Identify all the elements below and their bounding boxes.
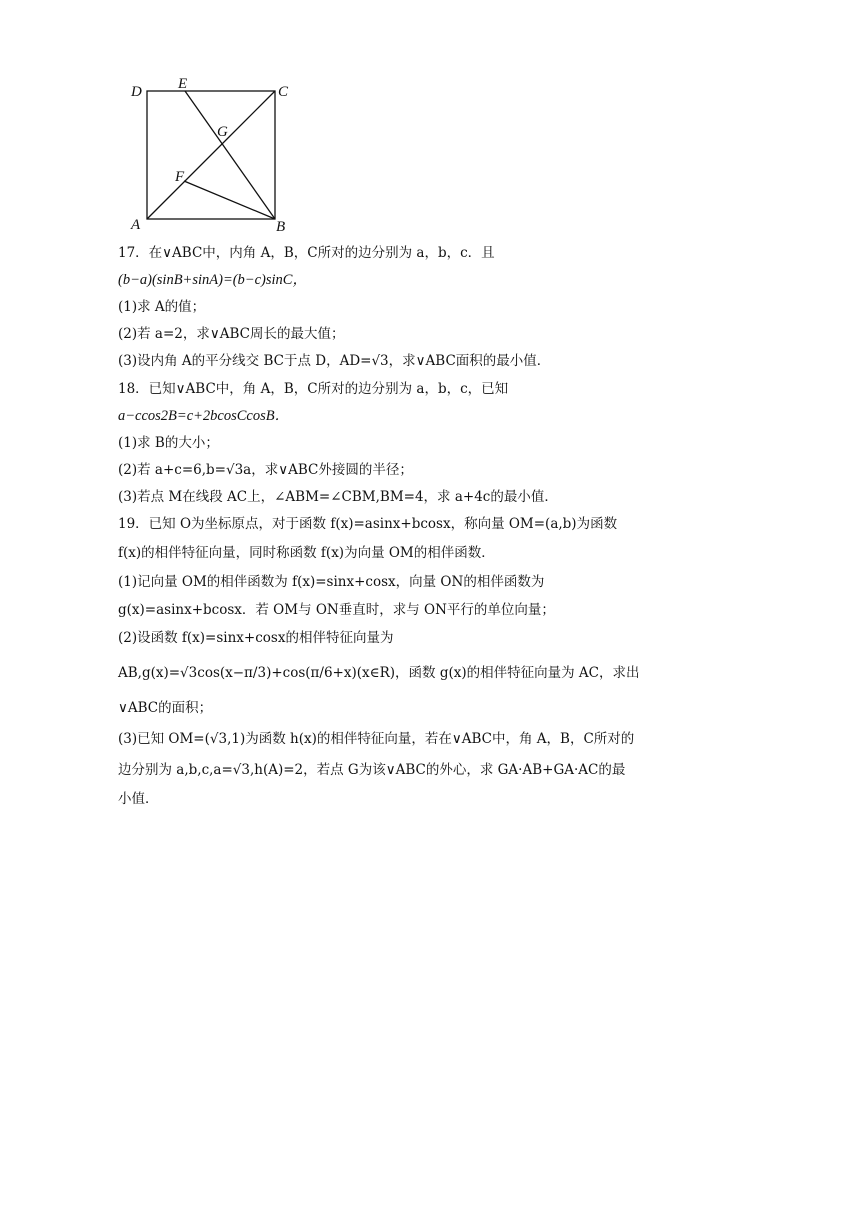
problem-19-part-3-line-1: (3)已知 OM=(√3,1)为函数 h(x)的相伴特征向量，若在∨ABC中，角 A，B，C所对的 — [118, 731, 635, 747]
problem-19-part-1-line-1: (1)记向量 OM的相伴函数为 f(x)=sinx+cosx，向量 ON的相伴函数为 — [118, 574, 545, 590]
problem-18-part-3: (3)若点 M在线段 AC上，∠ABM=∠CBM,BM=4，求 a+4c的最小值． — [118, 489, 558, 505]
geometry-figure — [128, 74, 298, 236]
label-G: G — [217, 124, 228, 140]
problem-17-part-3: (3)设内角 A的平分线交 BC于点 D，AD=√3，求∨ABC面积的最小值． — [118, 353, 551, 369]
problem-18-part-1: (1)求 B的大小； — [118, 435, 219, 451]
label-E: E — [178, 76, 188, 92]
problem-17-part-2: (2)若 a=2，求∨ABC周长的最大值； — [118, 326, 345, 342]
segment-AC — [147, 91, 275, 219]
problem-17-line-1: 17．在∨ABC中，内角 A，B，C所对的边分别为 a，b，c．且 — [118, 245, 495, 261]
label-C: C — [278, 84, 289, 100]
problem-19-part-1-line-2: g(x)=asinx+bcosx．若 OM与 ON垂直时，求与 ON平行的单位向量； — [118, 602, 555, 618]
problem-19-line-2: f(x)的相伴特征向量，同时称函数 f(x)为向量 OM的相伴函数． — [118, 545, 495, 561]
label-F: F — [175, 169, 185, 185]
problem-19-part-2-line-2: AB,g(x)=√3cos(x−π/3)+cos(π/6+x)(x∈R)，函数 g(x)的相伴特征向量为 AC，求出 — [118, 665, 640, 681]
square-diagram — [128, 74, 298, 236]
problem-17-part-1: (1)求 A的值； — [118, 299, 206, 315]
problem-18-part-2: (2)若 a+c=6,b=√3a，求∨ABC外接圆的半径； — [118, 462, 413, 478]
problem-18-line-1: 18．已知∨ABC中，角 A，B，C所对的边分别为 a，b，c，已知 — [118, 381, 509, 397]
label-A: A — [131, 217, 141, 233]
problem-17-line-2: (b−a)(sinB+sinA)=(b−c)sinC， — [118, 272, 307, 288]
problem-19-part-2-line-1: (2)设函数 f(x)=sinx+cosx的相伴特征向量为 — [118, 630, 394, 646]
problem-19-line-1: 19．已知 O为坐标原点，对于函数 f(x)=asinx+bcosx，称向量 OM=(a,b)为函数 — [118, 516, 618, 532]
problem-19-part-2-line-3: ∨ABC的面积； — [118, 700, 213, 716]
problem-18-line-2: a−ccos2B=c+2bcosCcosB． — [118, 408, 290, 424]
label-B: B — [276, 219, 286, 235]
problem-19-part-3-line-2: 边分别为 a,b,c,a=√3,h(A)=2，若点 G为该∨ABC的外心，求 GA·AB+GA·AC的最 — [118, 762, 626, 778]
label-D: D — [131, 84, 142, 100]
problem-19-part-3-line-3: 小值． — [118, 791, 159, 807]
